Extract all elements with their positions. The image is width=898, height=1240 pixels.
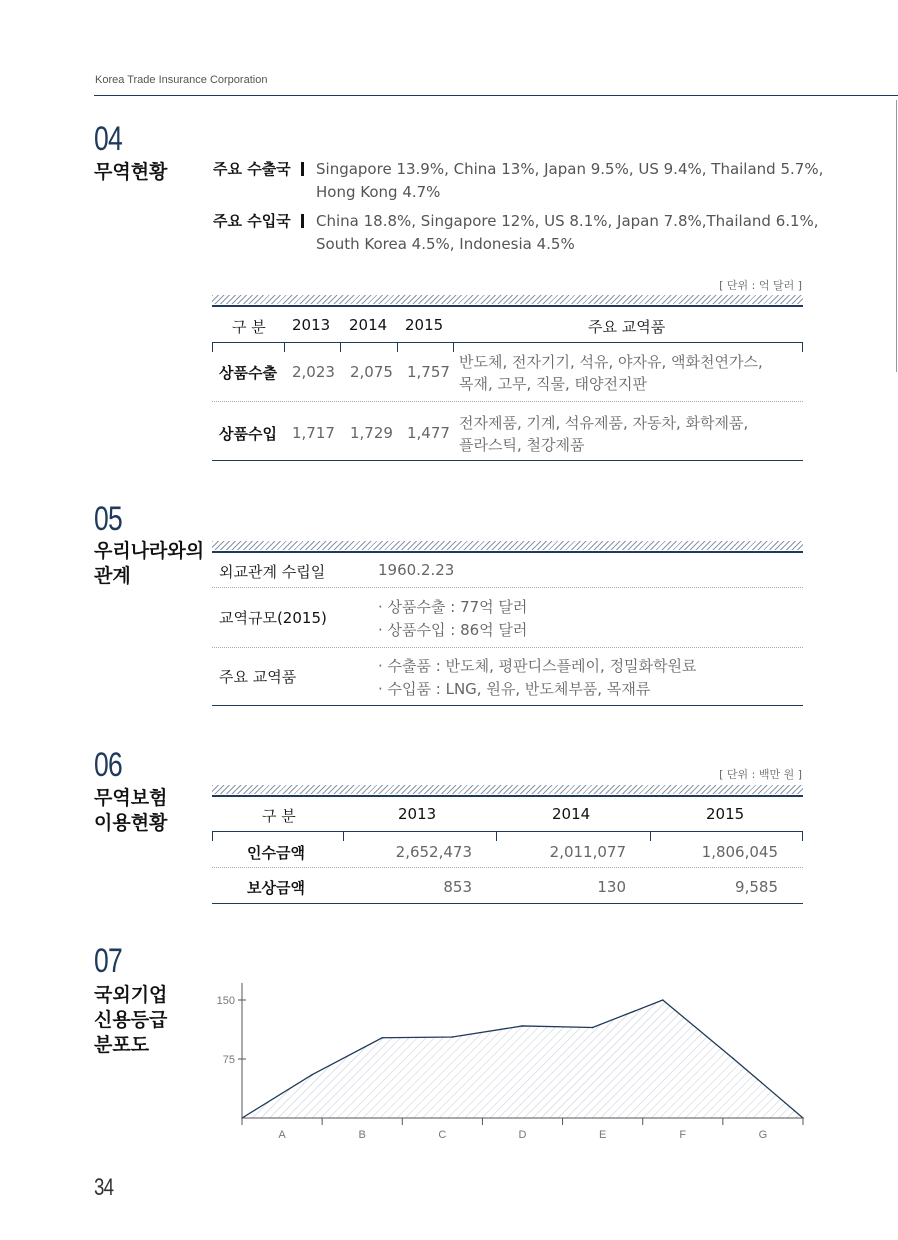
chart-x-tick-label: E (598, 1129, 607, 1141)
underwriting-2013: 2,652,473 (395, 843, 472, 861)
table-hatch (212, 785, 803, 794)
export-2013: 2,023 (292, 363, 335, 381)
chart-x-tick-label: C (438, 1129, 447, 1141)
import-line-2: South Korea 4.5%, Indonesia 4.5% (316, 235, 575, 253)
import-items-1: 전자제품, 기계, 석유제품, 자동차, 화학제품, (459, 414, 749, 432)
export-items-1: 반도체, 전자기기, 석유, 야자유, 액화천연가스, (459, 353, 763, 371)
table-bottom-rule (212, 460, 803, 461)
section-04-number: 04 (94, 120, 122, 158)
section-05-title-2: 관계 (94, 565, 131, 587)
credit-rating-chart (200, 975, 820, 1145)
row-divider (212, 647, 803, 648)
col-header-items: 주요 교역품 (588, 318, 666, 336)
export-label: 주요 수출국 (213, 160, 291, 178)
export-separator (301, 162, 304, 176)
col-tick (212, 342, 213, 352)
compensation-2013: 853 (443, 878, 472, 896)
chart-point (452, 1036, 454, 1038)
import-separator (301, 214, 304, 228)
unit-label-06: [ 단위 : 백만 원 ] (719, 768, 802, 781)
header-rule (212, 342, 803, 343)
chart-area-fill (242, 1000, 803, 1118)
section-05-title-1: 우리나라와의 (94, 540, 205, 562)
col-tick (340, 342, 341, 352)
table-top-rule (212, 551, 803, 553)
chart-x-tick-label: B (358, 1129, 366, 1141)
chart-x-tick-label: D (518, 1129, 527, 1141)
section-07-number: 07 (94, 942, 122, 980)
trade-volume-line-1: · 상품수출 : 77억 달러 (378, 598, 528, 616)
table-bottom-rule (212, 705, 803, 706)
row-divider (212, 401, 803, 402)
col-header-2013: 2013 (292, 316, 331, 334)
chart-x-tick-label: F (679, 1129, 687, 1141)
section-06-title-1: 무역보험 (94, 787, 168, 809)
chart-y-tick-label: 75 (222, 1054, 235, 1066)
header-rule (94, 95, 898, 96)
header-rule (212, 831, 803, 832)
row-label-import: 상품수입 (219, 425, 277, 443)
import-2014: 1,729 (350, 424, 393, 442)
chart-x-tick-label: G (758, 1129, 768, 1141)
table-top-rule (212, 305, 803, 307)
chart-y-tick-label: 150 (216, 995, 235, 1007)
col-header-2015: 2015 (706, 805, 745, 823)
export-2015: 1,757 (407, 363, 450, 381)
diplomatic-value: 1960.2.23 (378, 561, 455, 579)
chart-point (311, 1074, 313, 1076)
compensation-2014: 130 (597, 878, 626, 896)
chart-x-tick-label: A (278, 1129, 286, 1141)
col-header-2013: 2013 (398, 805, 437, 823)
col-tick (343, 831, 344, 841)
chart-point (381, 1037, 383, 1039)
import-2013: 1,717 (292, 424, 335, 442)
table-bottom-rule (212, 903, 803, 904)
table-hatch (212, 541, 803, 550)
underwriting-2014: 2,011,077 (549, 843, 626, 861)
section-06-title-2: 이용현황 (94, 812, 168, 834)
main-items-line-1: · 수출품 : 반도체, 평판디스플레이, 정밀화학원료 (378, 657, 697, 675)
section-07-title-3: 분포도 (94, 1034, 150, 1056)
compensation-2015: 9,585 (735, 878, 778, 896)
main-items-line-2: · 수입품 : LNG, 원유, 반도체부품, 목재류 (378, 680, 651, 698)
chart-point (592, 1027, 594, 1029)
row-label-underwriting: 인수금액 (247, 844, 305, 862)
col-tick (650, 831, 651, 841)
diplomatic-label: 외교관계 수립일 (219, 563, 326, 581)
trade-volume-label: 교역규모(2015) (219, 609, 327, 627)
col-header-2014: 2014 (552, 805, 591, 823)
header-org: Korea Trade Insurance Corporation (95, 74, 268, 86)
import-label: 주요 수입국 (213, 212, 291, 230)
col-tick (453, 342, 454, 352)
export-line-1: Singapore 13.9%, China 13%, Japan 9.5%, US 9.4%, Thailand 5.7%, (316, 160, 824, 178)
col-header-category: 구 분 (232, 318, 266, 336)
col-tick (284, 342, 285, 352)
row-divider (212, 867, 803, 868)
underwriting-2015: 1,806,045 (701, 843, 778, 861)
unit-label-04: [ 단위 : 억 달러 ] (719, 279, 802, 292)
chart-point (732, 1057, 734, 1059)
col-tick (397, 342, 398, 352)
col-tick (496, 831, 497, 841)
import-2015: 1,477 (407, 424, 450, 442)
row-label-compensation: 보상금액 (247, 879, 305, 897)
section-07-title-2: 신용등급 (94, 1009, 168, 1031)
section-07-title-1: 국외기업 (94, 984, 168, 1006)
table-top-rule (212, 795, 803, 797)
export-items-2: 목재, 고무, 직물, 태양전지판 (459, 375, 647, 393)
col-tick (212, 831, 213, 841)
col-header-2015: 2015 (405, 316, 444, 334)
table-hatch (212, 295, 803, 304)
section-04-title: 무역현황 (94, 161, 168, 183)
trade-volume-line-2: · 상품수입 : 86억 달러 (378, 621, 528, 639)
chart-point (522, 1025, 524, 1027)
page-number: 34 (94, 1174, 114, 1201)
col-tick (802, 342, 803, 352)
chart-point (662, 999, 664, 1001)
col-tick (802, 831, 803, 841)
export-line-2: Hong Kong 4.7% (316, 183, 441, 201)
col-header-category: 구 분 (262, 807, 296, 825)
row-label-export: 상품수출 (219, 364, 277, 382)
import-items-2: 플라스틱, 철강제품 (459, 436, 585, 454)
col-header-2014: 2014 (349, 316, 388, 334)
import-line-1: China 18.8%, Singapore 12%, US 8.1%, Japan 7.8%,Thailand 6.1%, (316, 212, 819, 230)
side-rule (896, 100, 897, 372)
section-06-number: 06 (94, 746, 122, 784)
export-2014: 2,075 (350, 363, 393, 381)
section-05-number: 05 (94, 500, 122, 538)
row-divider (212, 587, 803, 588)
main-items-label: 주요 교역품 (219, 668, 297, 686)
